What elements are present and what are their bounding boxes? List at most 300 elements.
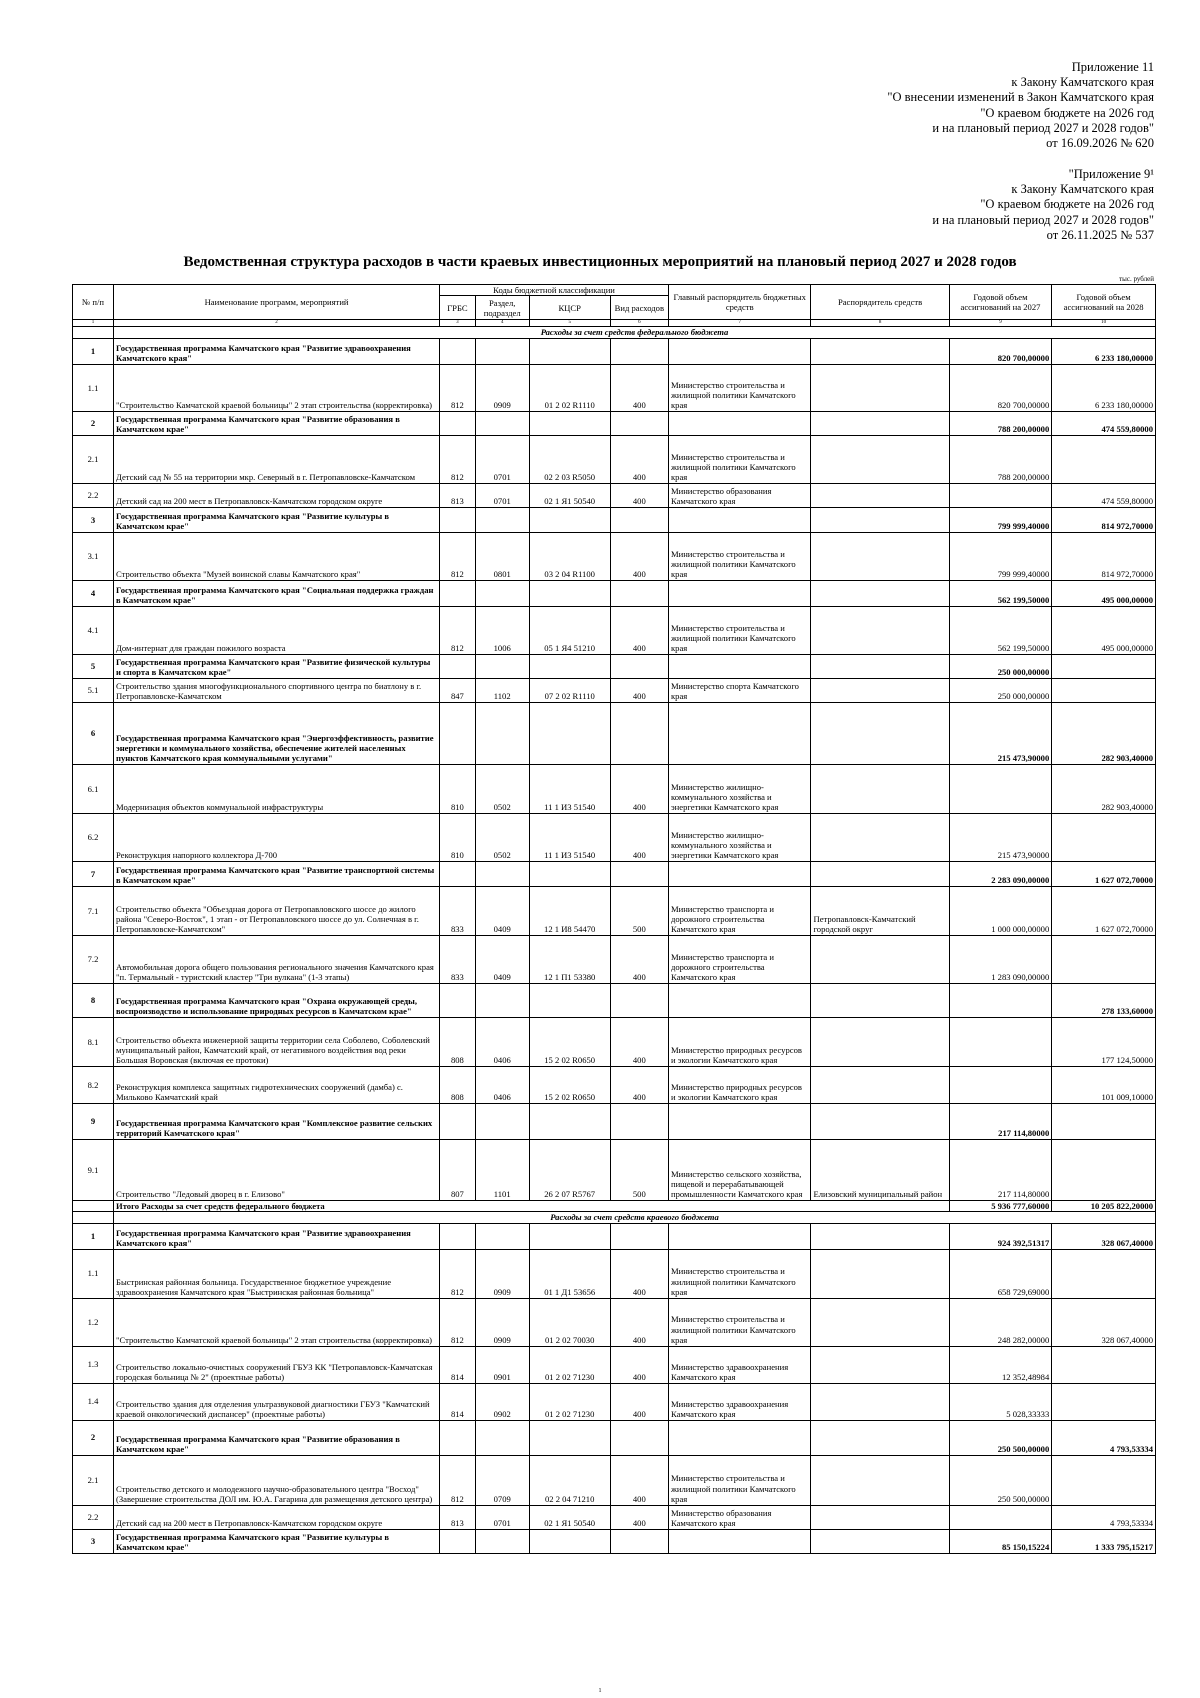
amount-2028 — [1052, 1346, 1156, 1383]
section-code: 1102 — [475, 678, 529, 702]
row-number: 5.1 — [73, 678, 114, 702]
row-name: Детский сад на 200 мест в Петропавловск-Камчатском городском округе — [114, 483, 440, 507]
col-number: 10 — [1052, 320, 1156, 327]
amount-2028 — [1052, 654, 1156, 678]
amount-2027: 12 352,48984 — [949, 1346, 1052, 1383]
amount-2027: 250 000,00000 — [949, 678, 1052, 702]
row-name: Строительство здания для отделения ультразвуковой диагностики ГБУЗ "Камчатский краевой онкологический диспансер" (проектные работы) — [114, 1383, 440, 1420]
manager — [811, 1017, 949, 1066]
expense-type-code: 500 — [610, 1139, 668, 1200]
section-code: 0406 — [475, 1066, 529, 1103]
amount-2028 — [1052, 1455, 1156, 1505]
measure-row — [73, 813, 1156, 861]
amount-2028: 814 972,70000 — [1052, 532, 1156, 580]
manager — [811, 678, 949, 702]
section-code: 0409 — [475, 935, 529, 983]
program-row — [73, 411, 1156, 435]
kcsr-code: 11 1 И3 51540 — [529, 764, 610, 813]
manager: Петропавловск-Камчатский городской округ — [811, 886, 949, 935]
kcsr-code — [529, 580, 610, 606]
main-manager: Министерство транспорта и дорожного строительства Камчатского края — [668, 935, 811, 983]
section-code — [475, 654, 529, 678]
amount-2028 — [1052, 435, 1156, 483]
kcsr-code — [529, 338, 610, 364]
amount-2028: 474 559,80000 — [1052, 483, 1156, 507]
grbs-code: 813 — [440, 483, 476, 507]
expense-type-code — [610, 983, 668, 1017]
section-code: 0909 — [475, 1249, 529, 1298]
header-line: "О внесении изменений в Закон Камчатского края — [887, 90, 1154, 105]
row-number: 9.1 — [73, 1139, 114, 1200]
grbs-code: 807 — [440, 1139, 476, 1200]
section-code: 1101 — [475, 1139, 529, 1200]
measure-row — [73, 764, 1156, 813]
row-number: 3 — [73, 1529, 114, 1553]
header-line: "О краевом бюджете на 2026 год — [980, 197, 1154, 212]
grbs-code — [440, 411, 476, 435]
manager — [811, 861, 949, 886]
manager — [811, 435, 949, 483]
amount-2027: 215 473,90000 — [949, 702, 1052, 764]
row-name: Быстринская районная больница. Государственное бюджетное учреждение здравоохранения Камчатского края "Быстринская районная больница" — [114, 1249, 440, 1298]
row-name: Автомобильная дорога общего пользования регионального значения Камчатского края "п. Термальный - туристский кластер "Три вулкана" (1-3 этапы) — [114, 935, 440, 983]
amount-2028: 282 903,40000 — [1052, 702, 1156, 764]
grbs-code: 810 — [440, 813, 476, 861]
expense-type-code: 400 — [610, 1455, 668, 1505]
row-number: 8.1 — [73, 1017, 114, 1066]
section-row — [73, 327, 1156, 338]
row-number: 2.2 — [73, 1505, 114, 1529]
row-name: Государственная программа Камчатского края "Развитие здравоохранения Камчатского края" — [114, 338, 440, 364]
manager — [811, 1420, 949, 1455]
amount-2027: 799 999,40000 — [949, 532, 1052, 580]
grbs-code: 847 — [440, 678, 476, 702]
amount-2028: 6 233 180,00000 — [1052, 338, 1156, 364]
manager: Елизовский муниципальный район — [811, 1139, 949, 1200]
program-row — [73, 861, 1156, 886]
program-row — [73, 1103, 1156, 1139]
section-spacer — [73, 1212, 114, 1223]
expense-type-code — [610, 338, 668, 364]
expense-type-code — [610, 1529, 668, 1553]
section-code: 0406 — [475, 1017, 529, 1066]
expense-type-code — [610, 1103, 668, 1139]
row-number: 2.2 — [73, 483, 114, 507]
col-number: 6 — [610, 320, 668, 327]
col-number: 8 — [811, 320, 949, 327]
measure-row — [73, 1139, 1156, 1200]
grbs-code: 814 — [440, 1346, 476, 1383]
grbs-code: 810 — [440, 764, 476, 813]
kcsr-code: 01 2 02 70030 — [529, 1298, 610, 1346]
row-name: Детский сад № 55 на территории мкр. Северный в г. Петропавловске-Камчатском — [114, 435, 440, 483]
amount-2028: 177 124,50000 — [1052, 1017, 1156, 1066]
appendix-header-original — [932, 167, 1154, 243]
col-header-kcsr: КЦСР — [529, 296, 610, 320]
main-manager — [668, 654, 811, 678]
manager — [811, 1529, 949, 1553]
amount-2027: 5 028,33333 — [949, 1383, 1052, 1420]
col-number: 4 — [475, 320, 529, 327]
row-number: 5 — [73, 654, 114, 678]
manager — [811, 411, 949, 435]
main-manager — [668, 702, 811, 764]
header-line: "Приложение 9¹ — [1068, 167, 1154, 181]
expense-type-code: 400 — [610, 1017, 668, 1066]
row-number: 8.2 — [73, 1066, 114, 1103]
manager — [811, 338, 949, 364]
kcsr-code: 02 1 Я1 50540 — [529, 1505, 610, 1529]
kcsr-code: 05 1 Я4 51210 — [529, 606, 610, 654]
amount-2027: 1 283 090,00000 — [949, 935, 1052, 983]
section-spacer — [73, 327, 114, 338]
expense-type-code — [610, 702, 668, 764]
measure-row — [73, 532, 1156, 580]
main-manager — [668, 411, 811, 435]
main-manager: Министерство строительства и жилищной политики Камчатского края — [668, 1455, 811, 1505]
amount-2027: 1 000 000,00000 — [949, 886, 1052, 935]
measure-row — [73, 1455, 1156, 1505]
section-code — [475, 1223, 529, 1249]
main-manager: Министерство природных ресурсов и экологии Камчатского края — [668, 1017, 811, 1066]
row-name: Государственная программа Камчатского края "Развитие физической культуры и спорта в Камчатском крае" — [114, 654, 440, 678]
row-number: 7.2 — [73, 935, 114, 983]
kcsr-code — [529, 1223, 610, 1249]
measure-row — [73, 483, 1156, 507]
expense-type-code: 400 — [610, 606, 668, 654]
row-number: 7 — [73, 861, 114, 886]
section-code — [475, 1103, 529, 1139]
row-name: Строительство здания многофункционального спортивного центра по биатлону в г. Петропавловске-Камчатском — [114, 678, 440, 702]
manager — [811, 764, 949, 813]
grbs-code: 833 — [440, 886, 476, 935]
unit-label: тыс. рублей — [1119, 275, 1154, 283]
amount-2028: 4 793,53334 — [1052, 1420, 1156, 1455]
grbs-code — [440, 580, 476, 606]
main-manager: Министерство спорта Камчатского края — [668, 678, 811, 702]
measure-row — [73, 1017, 1156, 1066]
amount-2027 — [949, 1066, 1052, 1103]
section-code — [475, 861, 529, 886]
row-number: 1 — [73, 1223, 114, 1249]
row-number: 1.2 — [73, 1298, 114, 1346]
amount-2028 — [1052, 1383, 1156, 1420]
expense-type-code: 400 — [610, 1346, 668, 1383]
measure-row — [73, 606, 1156, 654]
row-name: Дом-интернат для граждан пожилого возраста — [114, 606, 440, 654]
measure-row — [73, 1298, 1156, 1346]
manager — [811, 1249, 949, 1298]
kcsr-code — [529, 983, 610, 1017]
grbs-code: 812 — [440, 532, 476, 580]
expense-type-code: 500 — [610, 886, 668, 935]
amount-2027: 788 200,00000 — [949, 411, 1052, 435]
grbs-code: 812 — [440, 435, 476, 483]
amount-2027: 217 114,80000 — [949, 1103, 1052, 1139]
kcsr-code: 12 1 И8 54470 — [529, 886, 610, 935]
grbs-code: 813 — [440, 1505, 476, 1529]
col-header-vid: Вид расходов — [610, 296, 668, 320]
header-line: от 26.11.2025 № 537 — [1046, 227, 1154, 242]
col-number: 7 — [668, 320, 811, 327]
row-number: 3.1 — [73, 532, 114, 580]
main-manager — [668, 1420, 811, 1455]
main-manager: Министерство строительства и жилищной политики Камчатского края — [668, 606, 811, 654]
col-header-section: Раздел, подраздел — [475, 296, 529, 320]
manager — [811, 1066, 949, 1103]
program-row — [73, 1420, 1156, 1455]
manager — [811, 983, 949, 1017]
main-manager: Министерство сельского хозяйства, пищевой и перерабатывающей промышленности Камчатского края — [668, 1139, 811, 1200]
kcsr-code: 01 2 02 71230 — [529, 1346, 610, 1383]
section-code — [475, 507, 529, 532]
amount-2028: 282 903,40000 — [1052, 764, 1156, 813]
row-number: 1.1 — [73, 1249, 114, 1298]
row-name: Государственная программа Камчатского края "Развитие образования в Камчатском крае" — [114, 1420, 440, 1455]
kcsr-code — [529, 702, 610, 764]
amount-2028 — [1052, 1249, 1156, 1298]
amount-2027: 820 700,00000 — [949, 338, 1052, 364]
amount-2028: 814 972,70000 — [1052, 507, 1156, 532]
manager — [811, 702, 949, 764]
row-name: Государственная программа Камчатского края "Развитие культуры в Камчатском крае" — [114, 1529, 440, 1553]
amount-2027: 562 199,50000 — [949, 580, 1052, 606]
main-manager: Министерство строительства и жилищной политики Камчатского края — [668, 435, 811, 483]
kcsr-code: 07 2 02 R1110 — [529, 678, 610, 702]
main-manager — [668, 1103, 811, 1139]
grbs-code: 812 — [440, 606, 476, 654]
appendix-header-current — [887, 60, 1154, 151]
row-number: 1.4 — [73, 1383, 114, 1420]
grbs-code: 812 — [440, 1455, 476, 1505]
row-number: 2.1 — [73, 435, 114, 483]
main-manager: Министерство образования Камчатского края — [668, 483, 811, 507]
row-name: Реконструкция напорного коллектора Д-700 — [114, 813, 440, 861]
kcsr-code: 01 2 02 R1110 — [529, 364, 610, 411]
header-line: "О краевом бюджете на 2026 год — [980, 105, 1154, 120]
row-number: 1.1 — [73, 364, 114, 411]
amount-2027: 85 150,15224 — [949, 1529, 1052, 1553]
grbs-code: 812 — [440, 364, 476, 411]
row-name: Государственная программа Камчатского края "Социальная поддержка граждан в Камчатском крае" — [114, 580, 440, 606]
amount-2027: 250 500,00000 — [949, 1420, 1052, 1455]
section-title: Расходы за счет средств краевого бюджета — [114, 1212, 1156, 1223]
amount-2027: 924 392,51317 — [949, 1223, 1052, 1249]
row-number: 2 — [73, 1420, 114, 1455]
measure-row — [73, 1249, 1156, 1298]
expense-type-code — [610, 861, 668, 886]
amount-2027: 248 282,00000 — [949, 1298, 1052, 1346]
amount-2027 — [949, 1505, 1052, 1529]
manager — [811, 483, 949, 507]
kcsr-code: 01 2 02 71230 — [529, 1383, 610, 1420]
page-number: 1 — [598, 1688, 602, 1694]
expense-type-code: 400 — [610, 1505, 668, 1529]
amount-2027: 799 999,40000 — [949, 507, 1052, 532]
main-manager: Министерство строительства и жилищной политики Камчатского края — [668, 364, 811, 411]
measure-row — [73, 1505, 1156, 1529]
grbs-code: 833 — [440, 935, 476, 983]
section-code: 0901 — [475, 1346, 529, 1383]
row-name: Строительство объекта "Музей воинской славы Камчатского края" — [114, 532, 440, 580]
row-number: 9 — [73, 1103, 114, 1139]
row-number: 7.1 — [73, 886, 114, 935]
grbs-code — [440, 1223, 476, 1249]
section-code — [475, 338, 529, 364]
main-manager: Министерство строительства и жилищной политики Камчатского края — [668, 1249, 811, 1298]
col-number: 1 — [73, 320, 114, 327]
manager — [811, 507, 949, 532]
grbs-code — [440, 983, 476, 1017]
section-code: 0502 — [475, 764, 529, 813]
kcsr-code: 12 1 П1 53380 — [529, 935, 610, 983]
measure-row — [73, 1383, 1156, 1420]
main-manager — [668, 580, 811, 606]
expense-type-code: 400 — [610, 435, 668, 483]
section-code: 0701 — [475, 1505, 529, 1529]
document-title: Ведомственная структура расходов в части краевых инвестиционных мероприятий на плановый период 2027 и 2028 годов — [183, 254, 1017, 270]
grbs-code — [440, 702, 476, 764]
main-manager: Министерство здравоохранения Камчатского края — [668, 1346, 811, 1383]
expense-type-code — [610, 654, 668, 678]
grbs-code — [440, 861, 476, 886]
row-name: "Строительство Камчатской краевой больницы" 2 этап строительства (корректировка) — [114, 364, 440, 411]
col-header-codes: Коды бюджетной классификации — [440, 285, 669, 296]
expense-type-code: 400 — [610, 1249, 668, 1298]
section-row — [73, 1212, 1156, 1223]
kcsr-code — [529, 507, 610, 532]
col-header-grbs: ГРБС — [440, 296, 476, 320]
main-manager — [668, 507, 811, 532]
amount-2028 — [1052, 935, 1156, 983]
main-manager: Министерство жилищно-коммунального хозяйства и энергетики Камчатского края — [668, 764, 811, 813]
row-name: Детский сад на 200 мест в Петропавловск-Камчатском городском округе — [114, 1505, 440, 1529]
expense-type-code: 400 — [610, 678, 668, 702]
amount-2028 — [1052, 813, 1156, 861]
row-number: 1.3 — [73, 1346, 114, 1383]
row-name: Модернизация объектов коммунальной инфраструктуры — [114, 764, 440, 813]
manager — [811, 606, 949, 654]
kcsr-code — [529, 411, 610, 435]
grbs-code — [440, 1529, 476, 1553]
measure-row — [73, 1346, 1156, 1383]
col-header-manager: Распорядитель средств — [811, 285, 949, 320]
row-name: Государственная программа Камчатского края "Развитие культуры в Камчатском крае" — [114, 507, 440, 532]
col-header-2028: Годовой объем ассигнований на 2028 — [1052, 285, 1156, 320]
total-2028: 10 205 822,20000 — [1052, 1200, 1156, 1211]
section-code: 0502 — [475, 813, 529, 861]
row-name: Государственная программа Камчатского края "Комплексное развитие сельских территорий Камчатского края" — [114, 1103, 440, 1139]
manager — [811, 935, 949, 983]
row-number: 3 — [73, 507, 114, 532]
total-label: Итого Расходы за счет средств федерального бюджета — [114, 1200, 950, 1211]
amount-2028: 101 009,10000 — [1052, 1066, 1156, 1103]
row-name: Строительство "Ледовый дворец в г. Елизово" — [114, 1139, 440, 1200]
main-manager — [668, 1223, 811, 1249]
header-line: и на плановый период 2027 и 2028 годов" — [932, 120, 1154, 135]
kcsr-code: 02 2 03 R5050 — [529, 435, 610, 483]
manager — [811, 1505, 949, 1529]
row-number: 6.2 — [73, 813, 114, 861]
kcsr-code: 26 2 07 R5767 — [529, 1139, 610, 1200]
amount-2027: 217 114,80000 — [949, 1139, 1052, 1200]
section-code: 0701 — [475, 435, 529, 483]
section-code: 1006 — [475, 606, 529, 654]
amount-2028: 4 793,53334 — [1052, 1505, 1156, 1529]
expense-type-code: 400 — [610, 1298, 668, 1346]
main-manager: Министерство жилищно-коммунального хозяйства и энергетики Камчатского края — [668, 813, 811, 861]
manager — [811, 1383, 949, 1420]
row-number: 4.1 — [73, 606, 114, 654]
total-2027: 5 936 777,60000 — [949, 1200, 1052, 1211]
program-row — [73, 654, 1156, 678]
grbs-code: 808 — [440, 1017, 476, 1066]
header-line: и на плановый период 2027 и 2028 годов" — [932, 212, 1154, 227]
amount-2027 — [949, 483, 1052, 507]
row-name: Государственная программа Камчатского края "Охрана окружающей среды, воспроизводство и использование природных ресурсов в Камчатском крае" — [114, 983, 440, 1017]
main-manager: Министерство природных ресурсов и экологии Камчатского края — [668, 1066, 811, 1103]
program-row — [73, 580, 1156, 606]
amount-2027: 788 200,00000 — [949, 435, 1052, 483]
main-manager: Министерство здравоохранения Камчатского края — [668, 1383, 811, 1420]
measure-row — [73, 1066, 1156, 1103]
section-code: 0701 — [475, 483, 529, 507]
header-line: к Закону Камчатского края — [1011, 75, 1154, 90]
section-code: 0409 — [475, 886, 529, 935]
grbs-code — [440, 654, 476, 678]
kcsr-code: 11 1 И3 51540 — [529, 813, 610, 861]
col-header-name: Наименование программ, мероприятий — [114, 285, 440, 320]
amount-2028: 278 133,60000 — [1052, 983, 1156, 1017]
col-number: 2 — [114, 320, 440, 327]
expenditure-table — [72, 284, 1156, 1554]
program-row — [73, 1529, 1156, 1553]
expense-type-code: 400 — [610, 532, 668, 580]
expense-type-code: 400 — [610, 1383, 668, 1420]
manager — [811, 813, 949, 861]
amount-2028: 495 000,00000 — [1052, 606, 1156, 654]
kcsr-code: 02 2 04 71210 — [529, 1455, 610, 1505]
main-manager: Министерство строительства и жилищной политики Камчатского края — [668, 532, 811, 580]
amount-2027 — [949, 764, 1052, 813]
row-number: 4 — [73, 580, 114, 606]
amount-2028: 1 627 072,70000 — [1052, 861, 1156, 886]
amount-2027: 250 000,00000 — [949, 654, 1052, 678]
amount-2027: 215 473,90000 — [949, 813, 1052, 861]
amount-2028: 495 000,00000 — [1052, 580, 1156, 606]
col-number: 9 — [949, 320, 1052, 327]
amount-2027 — [949, 1017, 1052, 1066]
amount-2028 — [1052, 1103, 1156, 1139]
row-number: 6 — [73, 702, 114, 764]
col-number: 5 — [529, 320, 610, 327]
col-header-main-manager: Главный распорядитель бюджетных средств — [668, 285, 811, 320]
row-name: Государственная программа Камчатского края "Развитие образования в Камчатском крае" — [114, 411, 440, 435]
total-row — [73, 1200, 1156, 1211]
expense-type-code: 400 — [610, 764, 668, 813]
program-row — [73, 702, 1156, 764]
col-number: 3 — [440, 320, 476, 327]
kcsr-code: 15 2 02 R0650 — [529, 1066, 610, 1103]
expense-type-code — [610, 580, 668, 606]
manager — [811, 654, 949, 678]
section-code — [475, 702, 529, 764]
section-code: 0709 — [475, 1455, 529, 1505]
grbs-code — [440, 338, 476, 364]
measure-row — [73, 886, 1156, 935]
row-name: Государственная программа Камчатского края "Энергоэффективность, развитие энергетики и коммунального хозяйства, обеспечение жителей населенных пунктов Камчатского края коммунальными услугами" — [114, 702, 440, 764]
main-manager — [668, 861, 811, 886]
